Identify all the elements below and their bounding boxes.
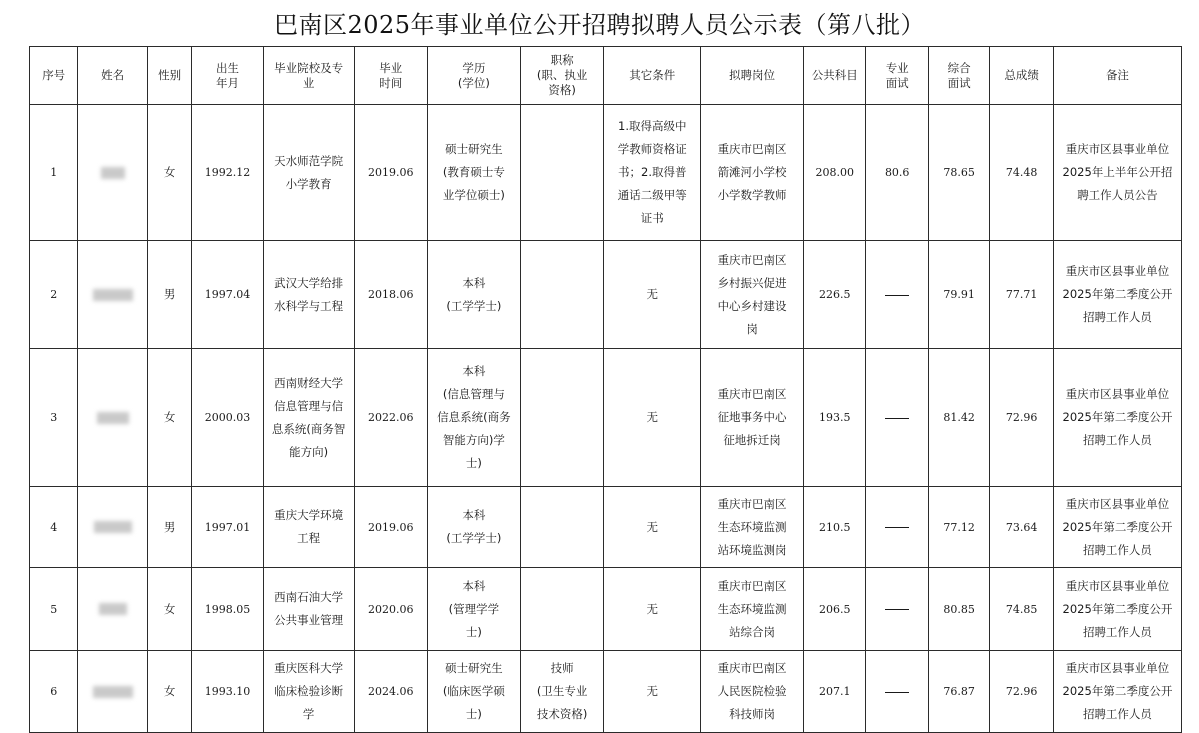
cell-line: 公共事业管理 <box>274 613 344 627</box>
cell-line: 面试 <box>885 75 909 90</box>
cell-line: 序号 <box>42 68 66 82</box>
cell-seq: 1 <box>30 105 78 241</box>
cell-line: 信息管理与信 <box>274 398 344 413</box>
cell-line: 智能方向)学 <box>442 433 505 447</box>
cell-other <box>604 241 701 349</box>
cell-line: 业学位硕士) <box>442 188 505 202</box>
cell-line: 毕业院校及专 <box>274 60 344 75</box>
cell-line: (教育硕士专 <box>442 165 505 179</box>
cell-line: 生态环境监测 <box>717 519 787 534</box>
cell-line: 出生 <box>216 60 240 75</box>
cell-seq: 6 <box>30 651 78 733</box>
cell-line: 其它条件 <box>629 68 676 82</box>
cell-line: 能方向) <box>289 444 329 459</box>
cell-line: 拟聘岗位 <box>729 68 776 82</box>
cell-title-qual <box>520 349 604 487</box>
header-post <box>701 47 804 105</box>
cell-line: 证书 <box>640 211 664 225</box>
cell-line: 2025年第二季度公开 <box>1062 287 1173 301</box>
cell-comp: 76.87 <box>928 651 989 733</box>
cell-school <box>263 241 354 349</box>
cell-gender: 女 <box>147 349 191 487</box>
cell-line: 面试 <box>947 75 971 90</box>
cell-line: 招聘工作人员 <box>1082 624 1152 639</box>
cell-edu <box>428 568 521 651</box>
cell-line: 学历 <box>462 60 486 75</box>
cell-post <box>701 349 804 487</box>
cell-post <box>701 487 804 568</box>
cell-total: 72.96 <box>990 651 1053 733</box>
table-row <box>30 349 1182 487</box>
cell-name <box>78 349 148 487</box>
cell-grad: 2019.06 <box>354 105 428 241</box>
cell-name <box>78 105 148 241</box>
cell-school <box>263 349 354 487</box>
cell-total: 77.71 <box>990 241 1053 349</box>
cell-written: 210.5 <box>803 487 865 568</box>
cell-remark <box>1053 487 1181 568</box>
cell-line: 毕业 <box>379 60 403 75</box>
cell-line: (职、执业 <box>536 68 588 82</box>
header-row <box>30 47 1182 105</box>
cell-remark <box>1053 568 1181 651</box>
cell-line: 无 <box>646 287 659 301</box>
cell-line: 士) <box>465 456 482 470</box>
cell-written: 207.1 <box>803 651 865 733</box>
cell-line: 重庆市区县事业单位 <box>1065 264 1170 278</box>
cell-line: 息系统(商务智 <box>271 421 346 436</box>
cell-line: (卫生专业 <box>536 684 588 698</box>
cell-line: 水科学与工程 <box>274 298 344 313</box>
cell-line: 征地事务中心 <box>717 410 787 424</box>
cell-line: (信息管理与 <box>442 387 505 401</box>
cell-line: 重庆市区县事业单位 <box>1065 661 1170 675</box>
header-other <box>604 47 701 105</box>
cell-line: 重庆大学环境 <box>274 508 344 522</box>
header-edu <box>428 47 521 105</box>
cell-line: 本科 <box>462 508 486 522</box>
cell-gender: 女 <box>147 651 191 733</box>
redacted-name <box>94 521 132 533</box>
table-row <box>30 105 1182 241</box>
cell-line: 重庆市区县事业单位 <box>1065 387 1170 401</box>
cell-comp: 78.65 <box>928 105 989 241</box>
cell-edu <box>428 349 521 487</box>
cell-birth: 1998.05 <box>192 568 264 651</box>
cell-edu <box>428 105 521 241</box>
cell-comp: 77.12 <box>928 487 989 568</box>
cell-line: 士) <box>465 707 482 721</box>
cell-title-qual <box>520 105 604 241</box>
cell-title-qual <box>520 241 604 349</box>
cell-line: 武汉大学给排 <box>274 275 344 290</box>
cell-line: 招聘工作人员 <box>1082 310 1152 324</box>
cell-grad: 2019.06 <box>354 487 428 568</box>
cell-line: 生态环境监测 <box>717 601 787 616</box>
cell-comp: 79.91 <box>928 241 989 349</box>
cell-line: 岗 <box>746 321 758 336</box>
redacted-name <box>93 289 133 301</box>
cell-line: 硕士研究生 <box>445 661 503 675</box>
cell-post <box>701 105 804 241</box>
cell-line: (工学学士) <box>446 298 502 313</box>
cell-edu <box>428 651 521 733</box>
cell-school <box>263 651 354 733</box>
empty-dash <box>885 609 909 610</box>
cell-line: 临床检验诊断 <box>274 684 344 698</box>
empty-dash <box>885 527 909 528</box>
cell-line: 重庆市巴南区 <box>717 661 787 675</box>
cell-line: 重庆市巴南区 <box>717 578 787 593</box>
cell-line: 聘工作人员公告 <box>1077 188 1158 202</box>
cell-line: 招聘工作人员 <box>1082 707 1152 721</box>
cell-line: 总成绩 <box>1004 68 1039 82</box>
cell-line: 2025年上半年公开招 <box>1062 165 1173 179</box>
header-title-qual <box>520 47 604 105</box>
cell-other <box>604 651 701 733</box>
cell-edu <box>428 241 521 349</box>
cell-name <box>78 487 148 568</box>
cell-post <box>701 241 804 349</box>
cell-written: 208.00 <box>803 105 865 241</box>
cell-line: 性别 <box>158 68 182 82</box>
table-row <box>30 487 1182 568</box>
cell-line: 时间 <box>379 75 403 90</box>
redacted-name <box>99 603 127 615</box>
cell-line: 站环境监测岗 <box>717 542 787 557</box>
cell-seq: 5 <box>30 568 78 651</box>
redacted-name <box>93 686 133 698</box>
cell-remark <box>1053 241 1181 349</box>
table-row <box>30 241 1182 349</box>
cell-line: 公共科目 <box>811 68 858 82</box>
cell-birth: 1993.10 <box>192 651 264 733</box>
cell-grad: 2020.06 <box>354 568 428 651</box>
cell-seq: 3 <box>30 349 78 487</box>
cell-line: 无 <box>646 410 659 424</box>
cell-line: 小学数学教师 <box>717 188 787 202</box>
cell-name <box>78 651 148 733</box>
cell-line: (工学学士) <box>446 531 502 545</box>
cell-line: 技术资格) <box>536 707 588 721</box>
header-remark <box>1053 47 1181 105</box>
cell-line: 本科 <box>462 364 486 378</box>
cell-birth: 1997.04 <box>192 241 264 349</box>
cell-line: 本科 <box>462 275 486 290</box>
cell-line: 中心乡村建设 <box>717 298 787 313</box>
cell-line: 学 <box>302 707 315 721</box>
cell-total: 72.96 <box>990 349 1053 487</box>
cell-line: 技师 <box>550 661 574 675</box>
empty-dash <box>885 418 909 419</box>
cell-written: 226.5 <box>803 241 865 349</box>
roster-body <box>30 105 1182 733</box>
table-row <box>30 651 1182 733</box>
cell-line: 无 <box>646 519 659 534</box>
cell-line: 站综合岗 <box>729 624 776 639</box>
cell-total: 73.64 <box>990 487 1053 568</box>
cell-birth: 2000.03 <box>192 349 264 487</box>
cell-line: 重庆市巴南区 <box>717 496 787 511</box>
cell-interview <box>866 487 928 568</box>
cell-comp: 80.85 <box>928 568 989 651</box>
cell-interview <box>866 349 928 487</box>
cell-line: 2025年第二季度公开 <box>1062 684 1173 698</box>
page-title: 巴南区2025年事业单位公开招聘拟聘人员公示表（第八批） <box>273 11 926 39</box>
cell-school <box>263 487 354 568</box>
cell-interview <box>866 651 928 733</box>
cell-line: 学教师资格证 <box>617 142 687 156</box>
cell-remark <box>1053 349 1181 487</box>
cell-line: 2025年第二季度公开 <box>1062 410 1173 424</box>
cell-seq: 2 <box>30 241 78 349</box>
cell-line: 专业 <box>885 60 909 75</box>
cell-line: 招聘工作人员 <box>1082 433 1152 447</box>
cell-line: 业 <box>302 75 315 90</box>
cell-title-qual <box>520 568 604 651</box>
cell-written: 193.5 <box>803 349 865 487</box>
cell-line: 天水师范学院 <box>274 153 344 168</box>
cell-post <box>701 651 804 733</box>
cell-line: 重庆市巴南区 <box>717 252 787 267</box>
cell-interview: 80.6 <box>866 105 928 241</box>
cell-gender: 女 <box>147 568 191 651</box>
cell-line: 箭滩河小学校 <box>717 165 787 179</box>
header-name <box>78 47 148 105</box>
cell-birth: 1992.12 <box>192 105 264 241</box>
cell-title-qual <box>520 487 604 568</box>
roster-table <box>29 46 1182 733</box>
cell-line: 乡村振兴促进 <box>717 275 787 290</box>
cell-line: 西南财经大学 <box>274 375 344 390</box>
cell-school <box>263 568 354 651</box>
cell-line: 本科 <box>462 578 486 593</box>
cell-seq: 4 <box>30 487 78 568</box>
cell-line: 资格) <box>548 83 576 97</box>
cell-name <box>78 241 148 349</box>
cell-line: 职称 <box>550 53 574 67</box>
cell-gender: 男 <box>147 487 191 568</box>
cell-comp: 81.42 <box>928 349 989 487</box>
cell-line: 科技师岗 <box>729 707 776 721</box>
cell-grad: 2022.06 <box>354 349 428 487</box>
cell-remark <box>1053 651 1181 733</box>
header-total <box>990 47 1053 105</box>
cell-line: 人民医院检验 <box>717 684 787 698</box>
cell-birth: 1997.01 <box>192 487 264 568</box>
cell-line: 小学教育 <box>285 176 332 191</box>
cell-line: 年月 <box>216 75 240 90</box>
cell-line: 工程 <box>297 531 321 545</box>
cell-interview <box>866 568 928 651</box>
header-interview <box>866 47 928 105</box>
cell-line: 通话二级甲等 <box>617 188 687 202</box>
cell-line: 征地拆迁岗 <box>723 433 781 447</box>
cell-line: 2025年第二季度公开 <box>1062 601 1173 616</box>
cell-line: 重庆市巴南区 <box>717 142 787 156</box>
cell-edu <box>428 487 521 568</box>
cell-total: 74.85 <box>990 568 1053 651</box>
redacted-name <box>97 412 129 424</box>
cell-post <box>701 568 804 651</box>
cell-line: 重庆市区县事业单位 <box>1065 142 1170 156</box>
cell-gender: 女 <box>147 105 191 241</box>
cell-line: (临床医学硕 <box>442 684 505 698</box>
cell-line: 招聘工作人员 <box>1082 542 1152 557</box>
cell-line: 书；2.取得普 <box>618 165 687 179</box>
header-comp <box>928 47 989 105</box>
cell-gender: 男 <box>147 241 191 349</box>
cell-line: 1.取得高级中 <box>618 119 687 133</box>
cell-title-qual <box>520 651 604 733</box>
cell-line: 重庆市巴南区 <box>717 387 787 401</box>
cell-interview <box>866 241 928 349</box>
empty-dash <box>885 692 909 693</box>
cell-line: (管理学学 <box>448 601 500 616</box>
cell-line: 信息系统(商务 <box>437 410 511 424</box>
cell-line: 无 <box>646 601 659 616</box>
cell-line: 无 <box>646 684 659 698</box>
header-birth <box>192 47 264 105</box>
cell-school <box>263 105 354 241</box>
table-row <box>30 568 1182 651</box>
cell-remark <box>1053 105 1181 241</box>
cell-name <box>78 568 148 651</box>
cell-line: 综合 <box>947 60 971 75</box>
cell-line: (学位) <box>457 75 490 90</box>
cell-other <box>604 568 701 651</box>
cell-other <box>604 105 701 241</box>
header-written <box>803 47 865 105</box>
cell-line: 姓名 <box>101 68 125 82</box>
cell-line: 备注 <box>1105 68 1129 82</box>
cell-line: 硕士研究生 <box>445 142 503 156</box>
cell-other <box>604 349 701 487</box>
cell-line: 西南石油大学 <box>274 590 344 604</box>
cell-other <box>604 487 701 568</box>
header-grad <box>354 47 428 105</box>
header-gender <box>147 47 191 105</box>
redacted-name <box>101 167 125 179</box>
cell-total: 74.48 <box>990 105 1053 241</box>
header-seq <box>30 47 78 105</box>
header-school <box>263 47 354 105</box>
cell-line: 士) <box>465 624 482 639</box>
empty-dash <box>885 295 909 296</box>
cell-line: 2025年第二季度公开 <box>1062 519 1173 534</box>
cell-grad: 2024.06 <box>354 651 428 733</box>
cell-grad: 2018.06 <box>354 241 428 349</box>
cell-line: 重庆医科大学 <box>274 661 344 675</box>
cell-line: 重庆市区县事业单位 <box>1065 496 1170 511</box>
cell-line: 重庆市区县事业单位 <box>1065 578 1170 593</box>
cell-written: 206.5 <box>803 568 865 651</box>
